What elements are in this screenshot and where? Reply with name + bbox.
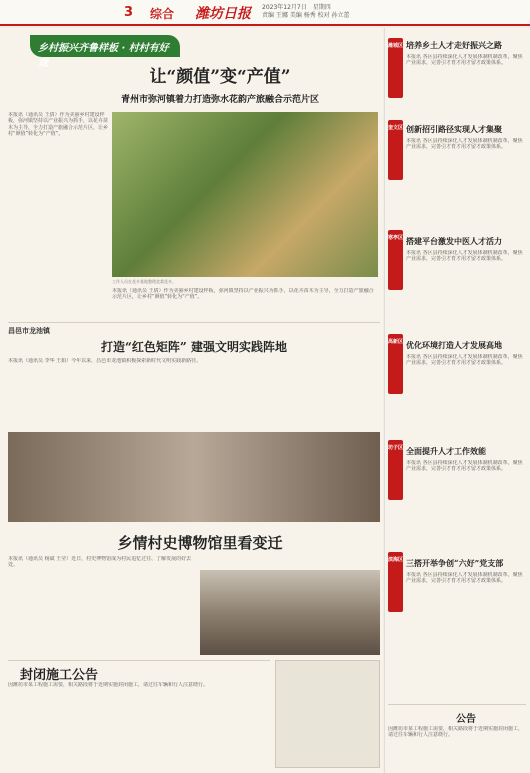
right-body-1: 本报讯 各区县持续深化人才发展体制机制改革，聚焦产业需求，完善引才育才用才留才政策体系。 <box>406 54 523 67</box>
article1-body-cont: 本报讯（通讯员 王倩）作为美丽乡村建设样板，弥河镇坚持以产业振兴为抓手，以花卉苗木为主导，全力打造产旅融合示范片区，让乡村“颜值”转化为“产值”。 <box>112 288 374 301</box>
notice1-headline: 封闭施工公告 <box>20 668 99 683</box>
tag-gaoxin: 高新区 <box>388 334 403 394</box>
right-headline-3: 搭建平台激发中医人才活力 <box>406 236 502 246</box>
right-body-3: 本报讯 各区县持续深化人才发展体制机制改革，聚焦产业需求，完善引才育才用才留才政策体系。 <box>406 250 523 263</box>
photo-caption: 工作人员在花卉基地整理盆栽花卉。 <box>112 279 176 284</box>
article2-headline: 打造“红色矩阵” 建强文明实践阵地 <box>101 340 287 354</box>
article3-headline: 乡情村史博物馆里看变迁 <box>117 534 283 552</box>
tag-hanting: 寒亭区 <box>388 230 403 290</box>
page-header <box>0 0 530 26</box>
right-body-2: 本报讯 各区县持续深化人才发展体制机制改革，聚焦产业需求，完善引才育才用才留才政策体系。 <box>406 138 523 151</box>
flower-photo <box>112 112 378 277</box>
feature-banner: 乡村振兴齐鲁样板 · 村村有好戏 <box>30 35 180 57</box>
date-line: 2023年12月7日 星期四 <box>262 4 331 11</box>
right-headline-2: 创新招引路径实现人才集聚 <box>406 124 502 134</box>
article3-body: 本报讯（通讯员 杨斌 王莹）近日，村史博物馆成为村民追忆过往、了解发展的好去处。 <box>8 556 192 569</box>
article2-body: 本报讯（通讯员 李华 王娟）今年以来，昌邑市龙池镇积极探索新时代文明实践新路径。 <box>8 358 202 364</box>
article2-kicker: 昌邑市龙池镇 <box>8 327 50 335</box>
newspaper-logo: 潍坊日报 <box>195 6 251 22</box>
right-body-5: 本报讯 各区县持续深化人才发展体制机制改革，聚焦产业需求，完善引才育才用才留才政策体系。 <box>406 460 523 473</box>
museum-photo <box>8 432 380 522</box>
tag-binhai: 滨海区 <box>388 552 403 612</box>
right-body-4: 本报讯 各区县持续深化人才发展体制机制改革，聚焦产业需求，完善引才育才用才留才政策体系。 <box>406 354 523 367</box>
closure-map <box>275 660 380 768</box>
notice1-body: 因潍坊市某工程施工需要，相关路段将于近期实施封闭施工，请过往车辆和行人注意绕行。 <box>8 682 209 688</box>
right-headline-6: 三搭开举争创“六好”党支部 <box>406 558 504 568</box>
right-headline-1: 培养乡土人才走好振兴之路 <box>406 40 502 50</box>
exhibit-photo <box>200 570 380 655</box>
page-number: 3 <box>124 5 134 20</box>
notice2-body: 因潍坊市某工程施工需要，相关路段将于近期实施封闭施工，请过往车辆和行人注意绕行。 <box>388 726 524 739</box>
article1-body: 本报讯（通讯员 王倩）作为美丽乡村建设样板，弥河镇坚持以产业振兴为抓手，以花卉苗木为主导，全力打造产旅融合示范片区，让乡村“颜值”转化为“产值”。 <box>8 112 108 138</box>
editor-line: 责编 王娜 美编 杨秀 校对 孙立蕾 <box>262 12 350 19</box>
right-headline-4: 优化环境打造人才发展高地 <box>406 340 502 350</box>
article1-subhead: 青州市弥河镇着力打造弥水花韵产旅融合示范片区 <box>120 95 319 105</box>
right-headline-5: 全面提升人才工作效能 <box>406 446 486 456</box>
tag-weicheng: 潍城区 <box>388 38 403 98</box>
tag-fangzi: 坊子区 <box>388 440 403 500</box>
article1-headline: 让“颜值”变“产值” <box>149 67 291 87</box>
right-body-6: 本报讯 各区县持续深化人才发展体制机制改革，聚焦产业需求，完善引才育才用才留才政策体系。 <box>406 572 523 585</box>
section-name: 综合 <box>150 7 175 21</box>
notice2-headline: 公告 <box>456 714 476 725</box>
tag-kuiwen: 奎文区 <box>388 120 403 180</box>
